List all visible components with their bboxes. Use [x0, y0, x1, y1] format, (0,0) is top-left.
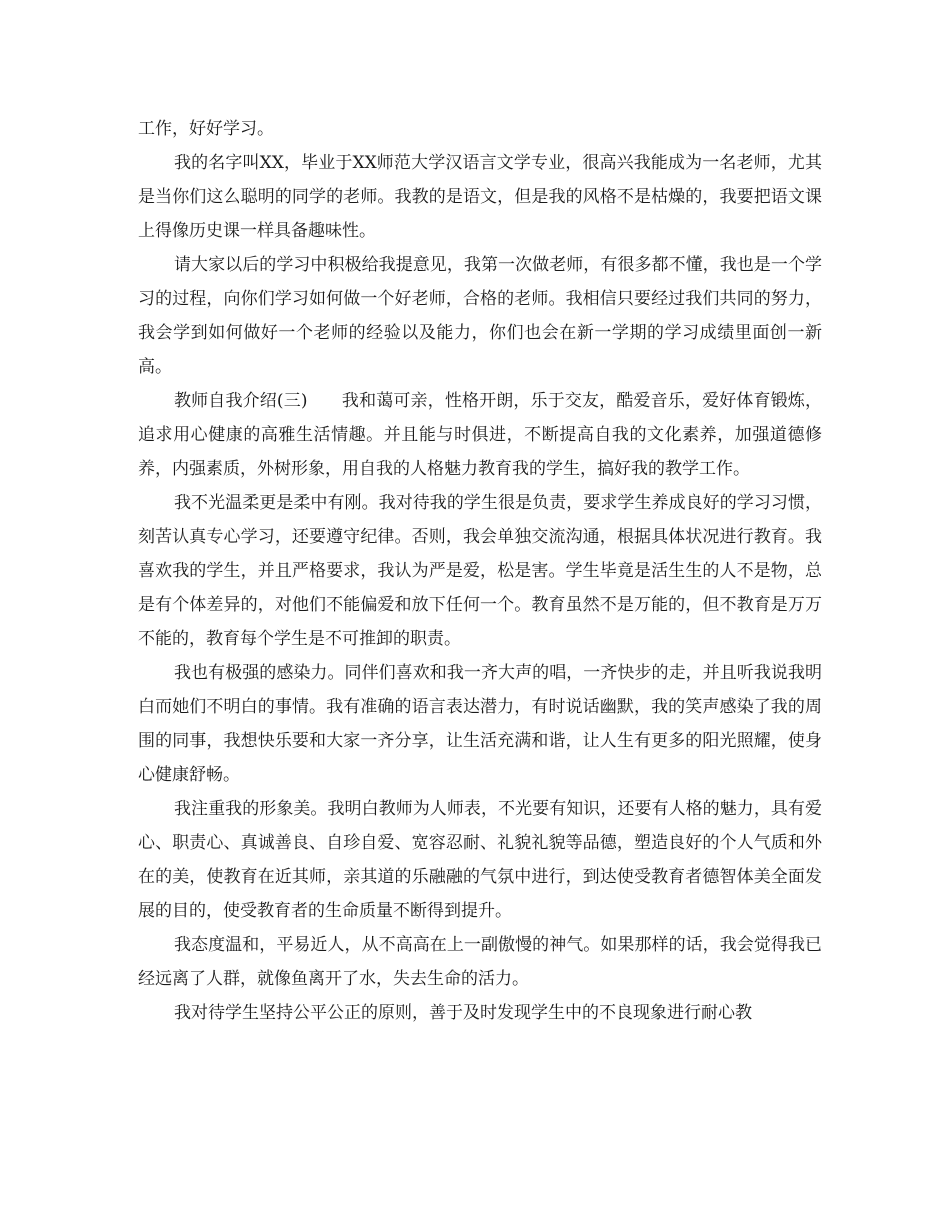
paragraph-6: 我注重我的形象美。我明白教师为人师表，不光要有知识，还要有人格的魅力，具有爱心、职责心、真诚善良、自珍自爱、宽容忍耐、礼貌礼貌等品德，塑造良好的个人气质和外在的美，使教育在近其师，亲其道的乐融融的气氛中进行，到达使受教育者德智体美全面发展的目的，使受教育者的生命质量不断得到提升。 [138, 799, 822, 921]
paragraph-3: 教师自我介绍(三) 我和蔼可亲，性格开朗，乐于交友，酷爱音乐，爱好体育锻炼，追求用心健康的高雅生活情趣。并且能与时俱进，不断提高自我的文化素养，加强道德修养，内强素质，外树形象，用自我的人格魅力教育我的学生，搞好我的教学工作。 [138, 391, 822, 479]
paragraph-4: 我不光温柔更是柔中有刚。我对待我的学生很是负责，要求学生养成良好的学习习惯，刻苦认真专心学习，还要遵守纪律。否则，我会单独交流沟通，根据具体状况进行教育。我喜欢我的学生，并且严格要求，我认为严是爱，松是害。学生毕竟是活生生的人不是物，总是有个体差异的，对他们不能偏爱和放下任何一个。教育虽然不是万能的，但不教育是万万不能的，教育每个学生是不可推卸的职责。 [138, 493, 822, 649]
paragraph-7: 我态度温和，平易近人，从不高高在上一副傲慢的神气。如果那样的话，我会觉得我已经远离了人群，就像鱼离开了水，失去生命的活力。 [138, 935, 822, 989]
paragraph-0: 工作，好好学习。 [138, 119, 274, 139]
paragraph-8: 我对待学生坚持公平公正的原则，善于及时发现学生中的不良现象进行耐心教 [174, 1003, 752, 1023]
paragraph-1: 我的名字叫XX，毕业于XX师范大学汉语言文学专业，很高兴我能成为一名老师，尤其是当你们这么聪明的同学的老师。我教的是语文，但是我的风格不是枯燥的，我要把语文课上得像历史课一样具备趣味性。 [138, 153, 822, 241]
paragraph-2: 请大家以后的学习中积极给我提意见，我第一次做老师，有很多都不懂，我也是一个学习的过程，向你们学习如何做一个好老师，合格的老师。我相信只要经过我们共同的努力，我会学到如何做好一个老师的经验以及能力，你们也会在新一学期的学习成绩里面创一新高。 [138, 255, 822, 377]
paragraph-5: 我也有极强的感染力。同伴们喜欢和我一齐大声的唱，一齐快步的走，并且听我说我明白而她们不明白的事情。我有准确的语言表达潜力，有时说话幽默，我的笑声感染了我的周围的同事，我想快乐要和大家一齐分享，让生活充满和谐，让人生有更多的阳光照耀，使身心健康舒畅。 [138, 663, 822, 785]
document-page [138, 112, 822, 1030]
